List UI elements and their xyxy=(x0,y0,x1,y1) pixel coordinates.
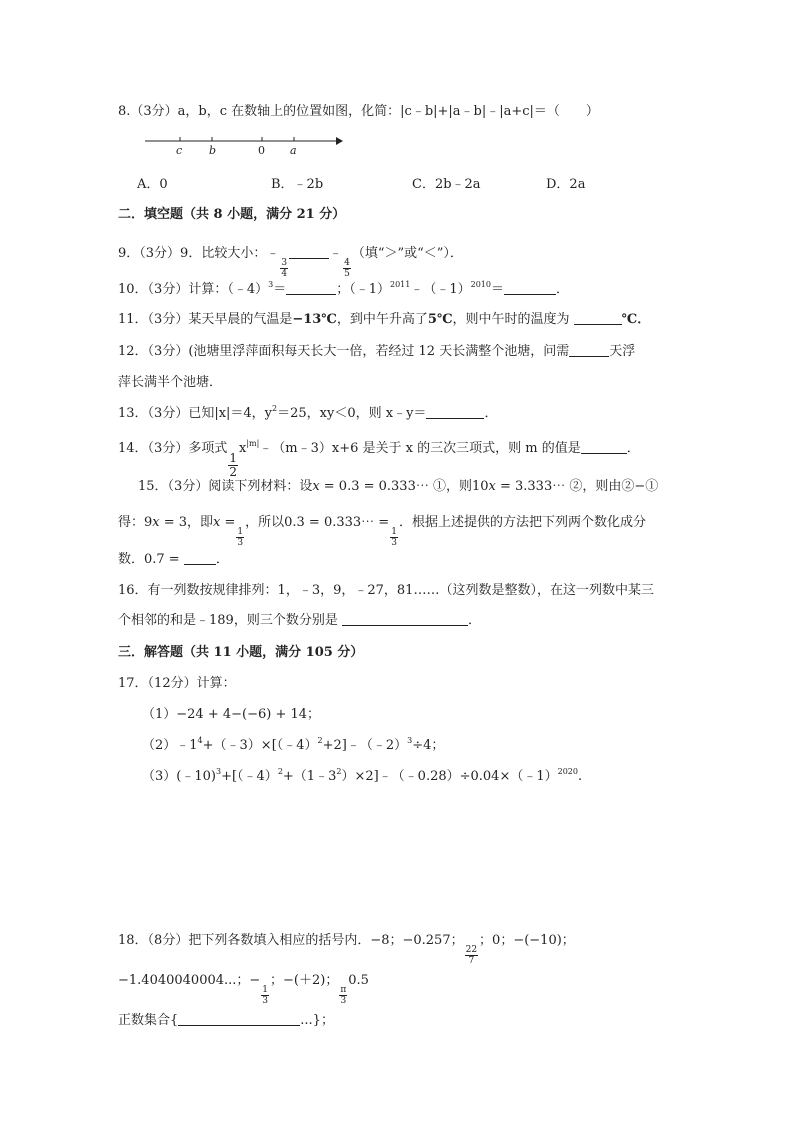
fraction: $\frac{1}{3}$ xyxy=(262,985,269,1006)
number-line-arrow xyxy=(336,137,343,145)
option-a[interactable]: A．0 xyxy=(137,177,168,192)
question-12: 12．（3分）(池塘里浮萍面积每天长大一倍，若经过 12 天长满整个池塘，问需 天浮 xyxy=(118,344,636,359)
option-c[interactable]: C．2b﹣2a xyxy=(412,177,481,192)
number-line-figure xyxy=(140,132,360,158)
fraction: $\frac{1}{2}$ xyxy=(229,451,237,479)
question-14: 14．（3分）多项式 $\frac{1}{2}$ $x^{|m|}﹣(m﹣3)x+6$ 是关于 x 的三次三项式，则 m 的值是 ． xyxy=(118,439,640,479)
axis-label-a: a xyxy=(290,144,297,157)
question-18: 18．（8分）把下列各数填入相应的括号内．−8；−0.257； $\frac{22}{7}$ ；0；−(−10)； xyxy=(118,933,575,966)
q17-part-3: $(3)(﹣10)^3+[(﹣4)^2+(1﹣3^2)\times 2]﹣(﹣0.28)\div 0.04\times(﹣1)^{2020}$. xyxy=(142,767,583,784)
question-12-cont: 萍长满半个池塘． xyxy=(118,375,223,390)
fraction: $\frac{\pi}{3}$ xyxy=(340,985,347,1006)
section-2-heading: 二．填空题（共 8 小题，满分 21 分） xyxy=(118,207,346,222)
option-b[interactable]: B．﹣2b xyxy=(271,177,324,192)
question-8: 8.（3分）a，b，c 在数轴上的位置如图，化简：|c﹣b|+|a﹣b|﹣|a+c|＝（ ） xyxy=(118,104,599,119)
answer-blank[interactable] xyxy=(426,405,484,419)
question-15: 15．（3分）阅读下列材料：设𝑥 = 0.3 = 0.333⋯ ①，则10𝑥 = 3.333⋯ ②，则由②−① xyxy=(138,479,659,494)
q17-part-2: $(2)﹣1^4+(﹣3)\times[(﹣4)^2+2]﹣(﹣2)^3\div 4$； xyxy=(142,736,445,753)
question-11: 11．（3分）某天早晨的气温是−13℃，到中午升高了5℃，则中午时的温度为 ℃． xyxy=(118,312,651,327)
option-d[interactable]: D．2a xyxy=(546,177,586,192)
fraction: $\frac{1}{3}$ xyxy=(237,527,244,548)
axis-label-b: b xyxy=(209,144,217,157)
section-3-heading: 三．解答题（共 11 小题，满分 105 分） xyxy=(118,645,364,660)
question-10: 10．（3分）计算：（﹣4）$^3$＝ ；（﹣1）$^{2011}$﹣（﹣1）$^{2010}$＝ ． xyxy=(118,280,570,297)
question-9: 9．（3分）9．比较大小：﹣ $\frac{3}{4}$ ﹣ $\frac{4}{5}$ （填“＞”或“＜”）． xyxy=(118,246,463,279)
positive-set-line: 正数集合{ ...}； xyxy=(118,1013,334,1028)
axis-label-c: c xyxy=(176,144,183,157)
question-16: 16．有一列数按规律排列：1，﹣3，9，﹣27，81……（这列数是整数），在这一列数中某三 xyxy=(118,583,654,598)
question-18-cont: −1.4040040004...；− $\frac{1}{3}$ ；−(＋2)； $\frac{\pi}{3}$ 0.5 xyxy=(118,973,369,1006)
answer-blank[interactable] xyxy=(286,281,336,295)
answer-blank[interactable] xyxy=(569,343,609,357)
answer-blank[interactable] xyxy=(184,551,216,565)
answer-blank[interactable] xyxy=(581,440,627,454)
question-13: 13．（3分）已知|x|＝4，$y^2=25$，xy＜0，则 x﹣y＝ ． xyxy=(118,404,498,421)
fraction: $\frac{4}{5}$ xyxy=(344,258,350,279)
answer-blank[interactable] xyxy=(289,245,329,259)
q17-part-1: （1）−24 + 4−(−6) + 14； xyxy=(142,707,321,722)
answer-blank[interactable] xyxy=(178,1012,300,1026)
answer-blank[interactable] xyxy=(342,612,468,626)
question-15-cont: 得：9𝑥 = 3，即𝑥 = $\frac{1}{3}$ ，所以0.3 = 0.333⋯ = $\frac{1}{3}$ ．根据上述提供的方法把下列两个数化成分 xyxy=(118,515,646,548)
fraction: $\frac{3}{4}$ xyxy=(281,258,288,279)
question-17: 17．（12分）计算： xyxy=(118,676,236,691)
question-16-cont: 个相邻的和是﹣189，则三个数分别是 ． xyxy=(118,613,481,628)
fraction: $\frac{1}{3}$ xyxy=(391,527,397,548)
axis-label-0: 0 xyxy=(258,144,265,157)
q8-options xyxy=(137,176,585,194)
question-15-cont2: 数．0.7 = ． xyxy=(118,552,229,567)
answer-blank[interactable] xyxy=(504,281,556,295)
answer-blank[interactable] xyxy=(574,311,622,325)
fraction: $\frac{22}{7}$ xyxy=(465,945,478,966)
